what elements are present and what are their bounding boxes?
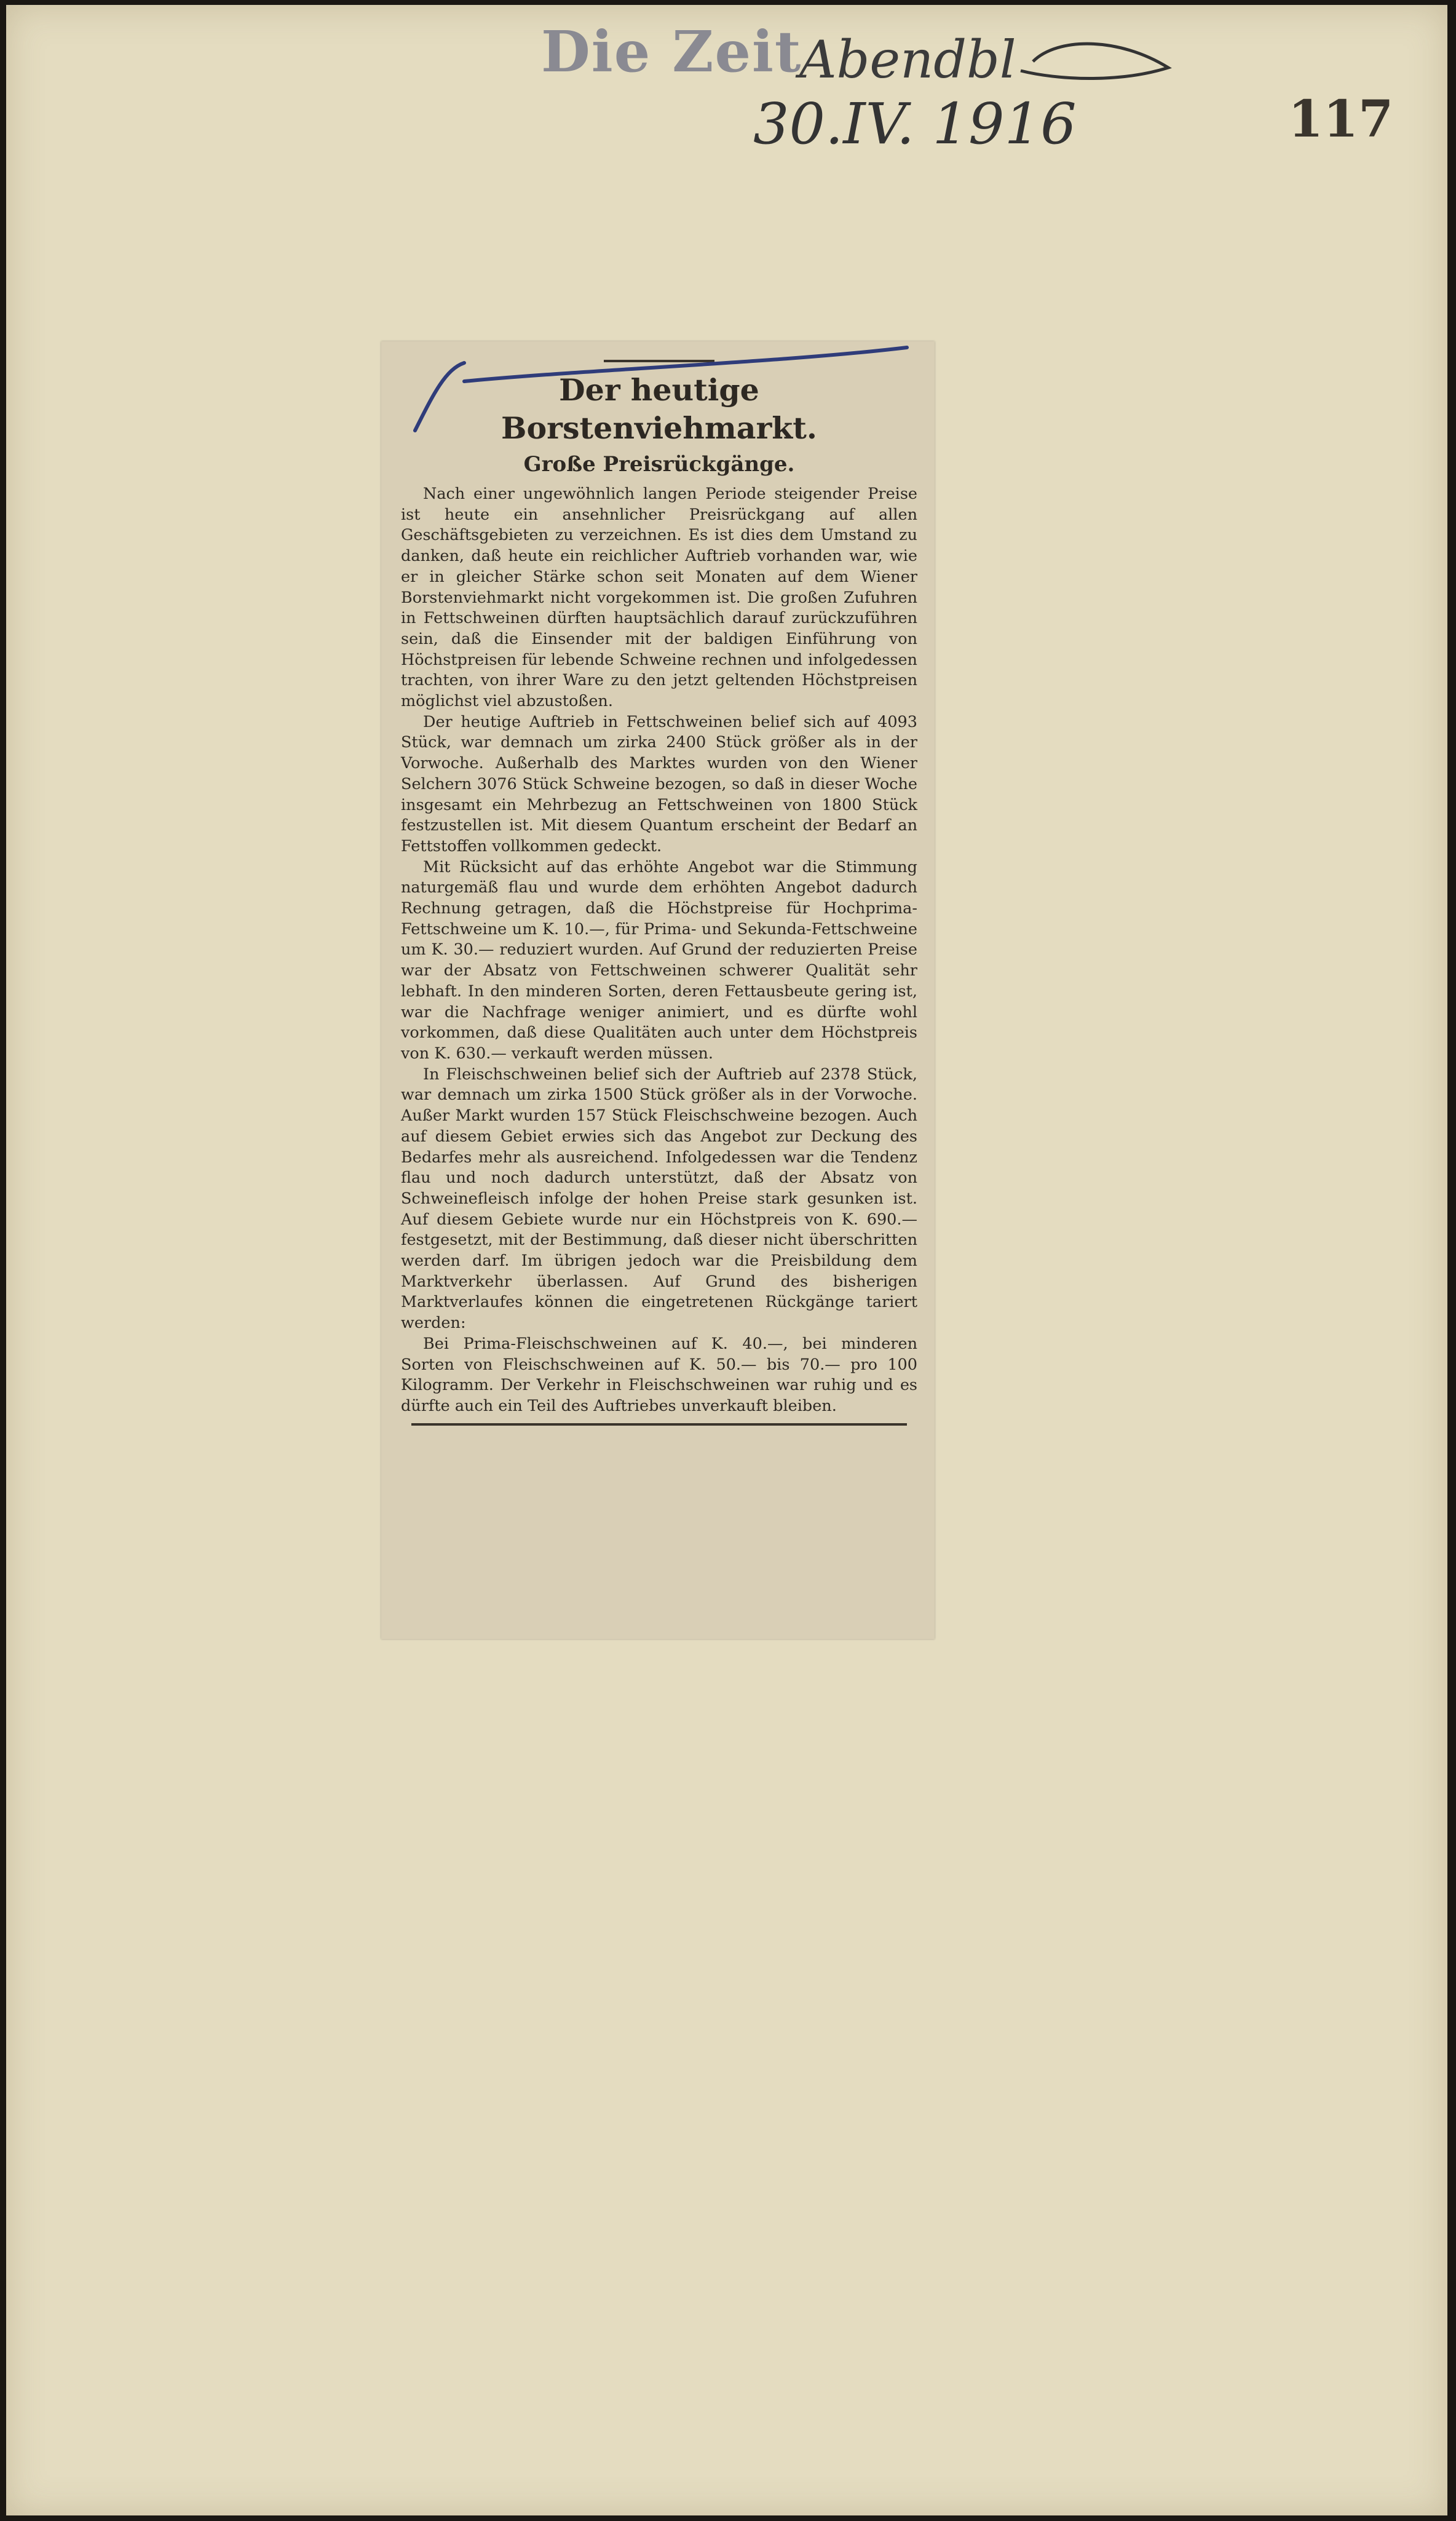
handwritten-annotation: Abendbl (799, 30, 1016, 90)
divider-rule (411, 1423, 907, 1426)
article-headline: Der heutige Borstenviehmarkt. (501, 372, 817, 446)
newspaper-stamp: Die Zeit (541, 18, 802, 85)
handwritten-flourish (799, 25, 1181, 98)
handwritten-date: 30.IV. 1916 (753, 91, 1077, 157)
article-paragraph: In Fleischschweinen belief sich der Auftrieb auf 2378 Stück, war demnach um zirka 1500 Stück größer als in der Vorwoche. Außer Markt wurden 157 Stück Fleischschweine bezogen. Auch auf diesem Gebiet erwies sich das Angebot zur Deckung des Bedarfes mehr als ausreichend. Infolgedessen war die Tendenz flau und noch dadurch unterstützt, daß der Absatz von Schweinefleisch infolge der hohen Preise stark gesunken ist. Auf diesem Gebiete wurde nur ein Höchstpreis von K. 690.— festgesetzt, mit der Bestimmung, daß dieser nicht überschritten werden darf. Im übrigen jedoch war die Preisbildung dem Marktverkehr überlassen. Auf Grund des bisherigen Marktverlaufes können die eingetretenen Rückgänge tariert werden: (401, 1065, 917, 1333)
article-subheadline: Große Preisrückgänge. (523, 452, 795, 477)
pen-underline-mark (409, 344, 913, 437)
article-paragraph: Bei Prima-Fleischschweinen auf K. 40.—, bei minderen Sorten von Fleischschweinen auf K. 50.— bis 70.— pro 100 Kilogramm. Der Verkehr in Fleischschweinen war ruhig und es dürfte auch ein Teil des Auftriebes unverkauft bleiben. (401, 1334, 917, 1415)
page-number: 117 (1288, 90, 1394, 149)
article-paragraph: Der heutige Auftrieb in Fettschweinen belief sich auf 4093 Stück, war demnach um zirka 2400 Stück größer als in der Vorwoche. Außerhalb des Marktes wurden von den Wiener Selchern 3076 Stück Schweine bezogen, so daß in dieser Woche insgesamt ein Mehrbezug an Fettschweinen von 1800 Stück festzustellen ist. Mit diesem Quantum erscheint der Bedarf an Fettstoffen vollkommen gedeckt. (401, 712, 917, 856)
article-paragraph: Mit Rücksicht auf das erhöhte Angebot war die Stimmung naturgemäß flau und wurde dem erhöhten Angebot dadurch Rechnung getragen, daß die Höchstpreise für Hochprima-Fettschweine um K. 10.—, für Prima- und Sekunda-Fettschweine um K. 30.— reduziert wurden. Auf Grund der reduzierten Preise war der Absatz von Fettschweinen schwerer Qualität sehr lebhaft. In den minderen Sorten, deren Fettausbeute gering ist, war die Nachfrage weniger animiert, und es dürfte wohl vorkommen, daß diese Qualitäten auch unter dem Höchstpreis von K. 630.— verkauft werden müssen. (401, 857, 917, 1063)
article-paragraph: Nach einer ungewöhnlich langen Periode steigender Preise ist heute ein ansehnlicher Preisrückgang auf allen Geschäftsgebieten zu verzeichnen. Es ist dies dem Umstand zu danken, daß heute ein reichlicher Auftrieb vorhanden war, wie er in gleicher Stärke schon seit Monaten auf dem Wiener Borstenviehmarkt nicht vorgekommen ist. Die großen Zufuhren in Fettschweinen dürften hauptsächlich darauf zurückzuführen sein, daß die Einsender mit der baldigen Einführung von Höchstpreisen für lebende Schweine rechnen und infolgedessen trachten, von ihrer Ware zu den jetzt geltenden Höchstpreisen möglichst viel abzustoßen. (401, 485, 917, 711)
newspaper-clipping (381, 341, 935, 1639)
